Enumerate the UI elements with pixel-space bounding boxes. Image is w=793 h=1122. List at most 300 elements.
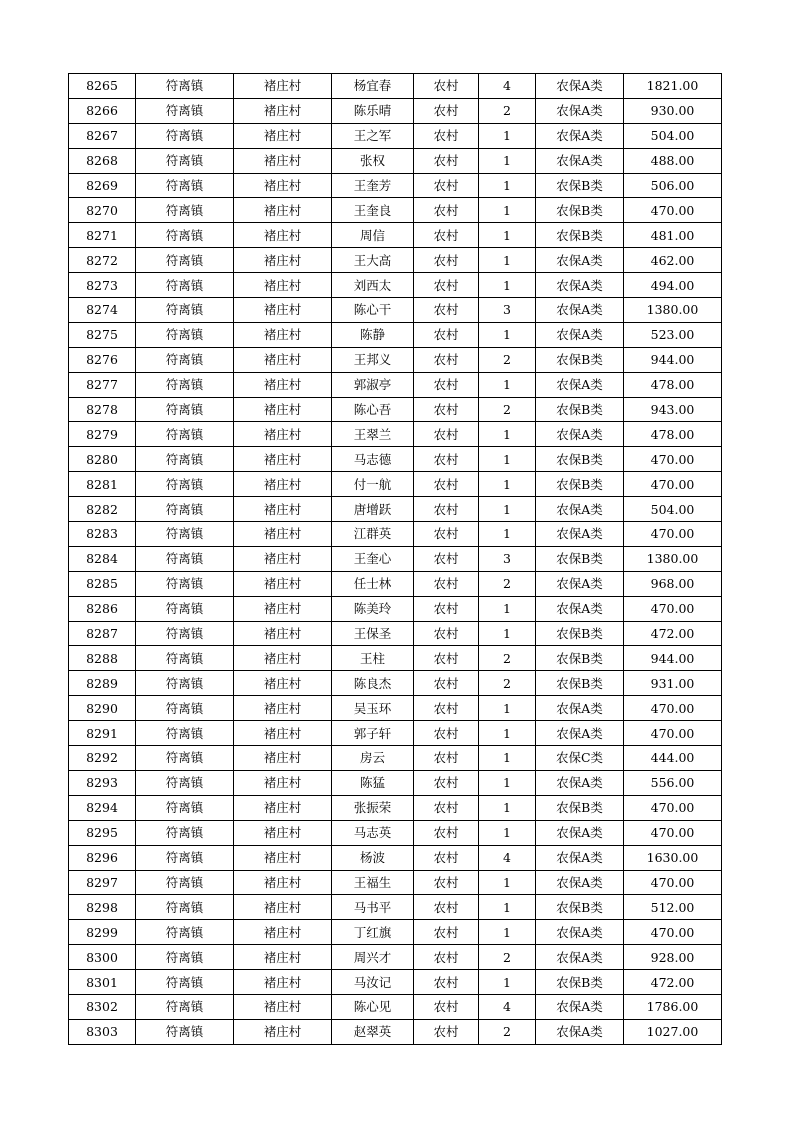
household-count-cell: 1 — [479, 447, 536, 472]
household-count-cell: 1 — [479, 895, 536, 920]
household-count-cell: 2 — [479, 1019, 536, 1044]
insurance-category-cell: 农保B类 — [536, 223, 624, 248]
village-cell: 褚庄村 — [234, 671, 332, 696]
area-type-cell: 农村 — [414, 646, 479, 671]
town-cell: 符离镇 — [136, 322, 234, 347]
table-row — [69, 546, 722, 571]
row-number-cell: 8284 — [69, 546, 136, 571]
row-number-cell: 8280 — [69, 447, 136, 472]
row-number-cell: 8299 — [69, 920, 136, 945]
row-number-cell: 8287 — [69, 621, 136, 646]
area-type-cell: 农村 — [414, 920, 479, 945]
area-type-cell: 农村 — [414, 248, 479, 273]
household-count-cell: 1 — [479, 248, 536, 273]
household-count-cell: 3 — [479, 546, 536, 571]
area-type-cell: 农村 — [414, 173, 479, 198]
town-cell: 符离镇 — [136, 447, 234, 472]
name-cell: 房云 — [332, 746, 414, 771]
name-cell: 王之军 — [332, 123, 414, 148]
amount-cell: 472.00 — [624, 970, 722, 995]
name-cell: 马志德 — [332, 447, 414, 472]
amount-cell: 470.00 — [624, 596, 722, 621]
amount-cell: 1630.00 — [624, 845, 722, 870]
village-cell: 褚庄村 — [234, 571, 332, 596]
insurance-category-cell: 农保B类 — [536, 646, 624, 671]
row-number-cell: 8278 — [69, 397, 136, 422]
table-row — [69, 895, 722, 920]
amount-cell: 944.00 — [624, 347, 722, 372]
name-cell: 王翠兰 — [332, 422, 414, 447]
row-number-cell: 8269 — [69, 173, 136, 198]
area-type-cell: 农村 — [414, 397, 479, 422]
table-row — [69, 770, 722, 795]
insurance-category-cell: 农保A类 — [536, 696, 624, 721]
insurance-category-cell: 农保A类 — [536, 945, 624, 970]
village-cell: 褚庄村 — [234, 945, 332, 970]
village-cell: 褚庄村 — [234, 273, 332, 298]
amount-cell: 470.00 — [624, 198, 722, 223]
town-cell: 符离镇 — [136, 621, 234, 646]
amount-cell: 1380.00 — [624, 298, 722, 323]
amount-cell: 494.00 — [624, 273, 722, 298]
table-row — [69, 372, 722, 397]
town-cell: 符离镇 — [136, 721, 234, 746]
table-row — [69, 347, 722, 372]
table-row — [69, 472, 722, 497]
amount-cell: 506.00 — [624, 173, 722, 198]
amount-cell: 470.00 — [624, 472, 722, 497]
town-cell: 符离镇 — [136, 123, 234, 148]
row-number-cell: 8268 — [69, 148, 136, 173]
amount-cell: 470.00 — [624, 522, 722, 547]
insurance-category-cell: 农保B类 — [536, 546, 624, 571]
insurance-category-cell: 农保A类 — [536, 497, 624, 522]
insurance-category-cell: 农保A类 — [536, 770, 624, 795]
amount-cell: 470.00 — [624, 870, 722, 895]
name-cell: 杨宜春 — [332, 74, 414, 99]
name-cell: 任士林 — [332, 571, 414, 596]
village-cell: 褚庄村 — [234, 98, 332, 123]
insurance-category-cell: 农保B类 — [536, 173, 624, 198]
amount-cell: 1821.00 — [624, 74, 722, 99]
area-type-cell: 农村 — [414, 770, 479, 795]
insurance-category-cell: 农保A类 — [536, 522, 624, 547]
insurance-category-cell: 农保A类 — [536, 994, 624, 1019]
amount-cell: 523.00 — [624, 322, 722, 347]
town-cell: 符离镇 — [136, 223, 234, 248]
insurance-category-cell: 农保B类 — [536, 472, 624, 497]
insurance-category-cell: 农保A类 — [536, 571, 624, 596]
village-cell: 褚庄村 — [234, 74, 332, 99]
village-cell: 褚庄村 — [234, 596, 332, 621]
village-cell: 褚庄村 — [234, 447, 332, 472]
area-type-cell: 农村 — [414, 945, 479, 970]
name-cell: 王大高 — [332, 248, 414, 273]
table-row — [69, 696, 722, 721]
area-type-cell: 农村 — [414, 447, 479, 472]
name-cell: 付一航 — [332, 472, 414, 497]
area-type-cell: 农村 — [414, 546, 479, 571]
amount-cell: 462.00 — [624, 248, 722, 273]
table-row — [69, 198, 722, 223]
table-row — [69, 298, 722, 323]
row-number-cell: 8292 — [69, 746, 136, 771]
household-count-cell: 2 — [479, 945, 536, 970]
name-cell: 王奎芳 — [332, 173, 414, 198]
amount-cell: 504.00 — [624, 497, 722, 522]
insurance-category-cell: 农保B类 — [536, 621, 624, 646]
town-cell: 符离镇 — [136, 98, 234, 123]
area-type-cell: 农村 — [414, 1019, 479, 1044]
table-row — [69, 148, 722, 173]
insurance-category-cell: 农保B类 — [536, 795, 624, 820]
name-cell: 丁红旗 — [332, 920, 414, 945]
town-cell: 符离镇 — [136, 845, 234, 870]
town-cell: 符离镇 — [136, 1019, 234, 1044]
table-row — [69, 522, 722, 547]
amount-cell: 1380.00 — [624, 546, 722, 571]
table-row — [69, 322, 722, 347]
amount-cell: 968.00 — [624, 571, 722, 596]
town-cell: 符离镇 — [136, 696, 234, 721]
insurance-category-cell: 农保A类 — [536, 820, 624, 845]
household-count-cell: 2 — [479, 571, 536, 596]
area-type-cell: 农村 — [414, 895, 479, 920]
amount-cell: 478.00 — [624, 422, 722, 447]
insurance-category-cell: 农保A类 — [536, 845, 624, 870]
household-count-cell: 1 — [479, 820, 536, 845]
town-cell: 符离镇 — [136, 945, 234, 970]
household-count-cell: 1 — [479, 173, 536, 198]
insurance-category-cell: 农保A类 — [536, 74, 624, 99]
row-number-cell: 8275 — [69, 322, 136, 347]
row-number-cell: 8279 — [69, 422, 136, 447]
household-count-cell: 1 — [479, 596, 536, 621]
table-row — [69, 422, 722, 447]
town-cell: 符离镇 — [136, 994, 234, 1019]
area-type-cell: 农村 — [414, 497, 479, 522]
village-cell: 褚庄村 — [234, 123, 332, 148]
household-count-cell: 1 — [479, 198, 536, 223]
town-cell: 符离镇 — [136, 770, 234, 795]
village-cell: 褚庄村 — [234, 497, 332, 522]
table-row — [69, 845, 722, 870]
name-cell: 陈美玲 — [332, 596, 414, 621]
town-cell: 符离镇 — [136, 646, 234, 671]
amount-cell: 470.00 — [624, 795, 722, 820]
row-number-cell: 8281 — [69, 472, 136, 497]
table-row — [69, 621, 722, 646]
village-cell: 褚庄村 — [234, 546, 332, 571]
household-count-cell: 2 — [479, 397, 536, 422]
village-cell: 褚庄村 — [234, 198, 332, 223]
village-cell: 褚庄村 — [234, 646, 332, 671]
household-count-cell: 2 — [479, 671, 536, 696]
table-row — [69, 870, 722, 895]
table-row — [69, 447, 722, 472]
area-type-cell: 农村 — [414, 223, 479, 248]
town-cell: 符离镇 — [136, 248, 234, 273]
household-count-cell: 1 — [479, 422, 536, 447]
amount-cell: 444.00 — [624, 746, 722, 771]
table-body — [69, 74, 722, 1045]
table-row — [69, 646, 722, 671]
amount-cell: 1027.00 — [624, 1019, 722, 1044]
village-cell: 褚庄村 — [234, 223, 332, 248]
insurance-category-cell: 农保A类 — [536, 273, 624, 298]
amount-cell: 470.00 — [624, 721, 722, 746]
table-row — [69, 173, 722, 198]
amount-cell: 470.00 — [624, 447, 722, 472]
area-type-cell: 农村 — [414, 322, 479, 347]
village-cell: 褚庄村 — [234, 372, 332, 397]
household-count-cell: 1 — [479, 920, 536, 945]
village-cell: 褚庄村 — [234, 472, 332, 497]
amount-cell: 472.00 — [624, 621, 722, 646]
name-cell: 周兴才 — [332, 945, 414, 970]
amount-cell: 504.00 — [624, 123, 722, 148]
amount-cell: 488.00 — [624, 148, 722, 173]
town-cell: 符离镇 — [136, 522, 234, 547]
row-number-cell: 8282 — [69, 497, 136, 522]
row-number-cell: 8302 — [69, 994, 136, 1019]
table-row — [69, 98, 722, 123]
amount-cell: 1786.00 — [624, 994, 722, 1019]
name-cell: 陈猛 — [332, 770, 414, 795]
town-cell: 符离镇 — [136, 546, 234, 571]
household-count-cell: 1 — [479, 372, 536, 397]
table-row — [69, 970, 722, 995]
name-cell: 郭子轩 — [332, 721, 414, 746]
table-row — [69, 248, 722, 273]
name-cell: 周信 — [332, 223, 414, 248]
area-type-cell: 农村 — [414, 746, 479, 771]
insurance-category-cell: 农保A类 — [536, 870, 624, 895]
row-number-cell: 8303 — [69, 1019, 136, 1044]
village-cell: 褚庄村 — [234, 820, 332, 845]
amount-cell: 930.00 — [624, 98, 722, 123]
area-type-cell: 农村 — [414, 372, 479, 397]
household-count-cell: 1 — [479, 746, 536, 771]
household-count-cell: 1 — [479, 696, 536, 721]
insurance-category-cell: 农保A类 — [536, 721, 624, 746]
name-cell: 王奎心 — [332, 546, 414, 571]
area-type-cell: 农村 — [414, 273, 479, 298]
name-cell: 陈良杰 — [332, 671, 414, 696]
table-row — [69, 397, 722, 422]
village-cell: 褚庄村 — [234, 994, 332, 1019]
table-row — [69, 74, 722, 99]
town-cell: 符离镇 — [136, 870, 234, 895]
row-number-cell: 8267 — [69, 123, 136, 148]
village-cell: 褚庄村 — [234, 870, 332, 895]
household-count-cell: 4 — [479, 994, 536, 1019]
village-cell: 褚庄村 — [234, 347, 332, 372]
row-number-cell: 8266 — [69, 98, 136, 123]
area-type-cell: 农村 — [414, 820, 479, 845]
village-cell: 褚庄村 — [234, 621, 332, 646]
name-cell: 陈乐晴 — [332, 98, 414, 123]
name-cell: 杨波 — [332, 845, 414, 870]
amount-cell: 478.00 — [624, 372, 722, 397]
table-row — [69, 920, 722, 945]
amount-cell: 470.00 — [624, 820, 722, 845]
area-type-cell: 农村 — [414, 671, 479, 696]
row-number-cell: 8272 — [69, 248, 136, 273]
row-number-cell: 8295 — [69, 820, 136, 845]
village-cell: 褚庄村 — [234, 522, 332, 547]
town-cell: 符离镇 — [136, 571, 234, 596]
village-cell: 褚庄村 — [234, 795, 332, 820]
household-count-cell: 2 — [479, 347, 536, 372]
amount-cell: 931.00 — [624, 671, 722, 696]
row-number-cell: 8290 — [69, 696, 136, 721]
household-count-cell: 1 — [479, 795, 536, 820]
household-count-cell: 3 — [479, 298, 536, 323]
insurance-category-cell: 农保A类 — [536, 1019, 624, 1044]
household-count-cell: 1 — [479, 870, 536, 895]
row-number-cell: 8300 — [69, 945, 136, 970]
row-number-cell: 8288 — [69, 646, 136, 671]
records-table — [68, 73, 722, 1045]
name-cell: 马志英 — [332, 820, 414, 845]
insurance-category-cell: 农保B类 — [536, 397, 624, 422]
amount-cell: 481.00 — [624, 223, 722, 248]
town-cell: 符离镇 — [136, 148, 234, 173]
table-row — [69, 497, 722, 522]
insurance-category-cell: 农保A类 — [536, 298, 624, 323]
area-type-cell: 农村 — [414, 472, 479, 497]
area-type-cell: 农村 — [414, 870, 479, 895]
village-cell: 褚庄村 — [234, 721, 332, 746]
name-cell: 郭淑亭 — [332, 372, 414, 397]
town-cell: 符离镇 — [136, 596, 234, 621]
insurance-category-cell: 农保A类 — [536, 148, 624, 173]
insurance-category-cell: 农保B类 — [536, 198, 624, 223]
name-cell: 赵翠英 — [332, 1019, 414, 1044]
row-number-cell: 8301 — [69, 970, 136, 995]
town-cell: 符离镇 — [136, 472, 234, 497]
row-number-cell: 8289 — [69, 671, 136, 696]
insurance-category-cell: 农保A类 — [536, 98, 624, 123]
amount-cell: 470.00 — [624, 696, 722, 721]
insurance-category-cell: 农保B类 — [536, 970, 624, 995]
row-number-cell: 8294 — [69, 795, 136, 820]
table-row — [69, 273, 722, 298]
row-number-cell: 8298 — [69, 895, 136, 920]
name-cell: 陈心干 — [332, 298, 414, 323]
area-type-cell: 农村 — [414, 198, 479, 223]
town-cell: 符离镇 — [136, 298, 234, 323]
village-cell: 褚庄村 — [234, 248, 332, 273]
area-type-cell: 农村 — [414, 298, 479, 323]
name-cell: 陈心吾 — [332, 397, 414, 422]
insurance-category-cell: 农保B类 — [536, 895, 624, 920]
insurance-category-cell: 农保B类 — [536, 447, 624, 472]
amount-cell: 943.00 — [624, 397, 722, 422]
household-count-cell: 1 — [479, 148, 536, 173]
amount-cell: 944.00 — [624, 646, 722, 671]
village-cell: 褚庄村 — [234, 845, 332, 870]
area-type-cell: 农村 — [414, 596, 479, 621]
table-row — [69, 994, 722, 1019]
amount-cell: 512.00 — [624, 895, 722, 920]
town-cell: 符离镇 — [136, 372, 234, 397]
row-number-cell: 8270 — [69, 198, 136, 223]
insurance-category-cell: 农保A类 — [536, 596, 624, 621]
village-cell: 褚庄村 — [234, 746, 332, 771]
town-cell: 符离镇 — [136, 497, 234, 522]
insurance-category-cell: 农保A类 — [536, 322, 624, 347]
table-row — [69, 671, 722, 696]
name-cell: 张权 — [332, 148, 414, 173]
row-number-cell: 8285 — [69, 571, 136, 596]
household-count-cell: 1 — [479, 273, 536, 298]
name-cell: 王保圣 — [332, 621, 414, 646]
amount-cell: 470.00 — [624, 920, 722, 945]
row-number-cell: 8293 — [69, 770, 136, 795]
household-count-cell: 1 — [479, 770, 536, 795]
household-count-cell: 1 — [479, 322, 536, 347]
insurance-category-cell: 农保A类 — [536, 248, 624, 273]
household-count-cell: 1 — [479, 621, 536, 646]
town-cell: 符离镇 — [136, 397, 234, 422]
town-cell: 符离镇 — [136, 671, 234, 696]
insurance-category-cell: 农保B类 — [536, 347, 624, 372]
town-cell: 符离镇 — [136, 422, 234, 447]
name-cell: 马书平 — [332, 895, 414, 920]
amount-cell: 556.00 — [624, 770, 722, 795]
area-type-cell: 农村 — [414, 696, 479, 721]
row-number-cell: 8277 — [69, 372, 136, 397]
town-cell: 符离镇 — [136, 970, 234, 995]
name-cell: 王柱 — [332, 646, 414, 671]
village-cell: 褚庄村 — [234, 920, 332, 945]
row-number-cell: 8265 — [69, 74, 136, 99]
row-number-cell: 8296 — [69, 845, 136, 870]
row-number-cell: 8283 — [69, 522, 136, 547]
village-cell: 褚庄村 — [234, 970, 332, 995]
area-type-cell: 农村 — [414, 795, 479, 820]
town-cell: 符离镇 — [136, 820, 234, 845]
village-cell: 褚庄村 — [234, 173, 332, 198]
insurance-category-cell: 农保A类 — [536, 372, 624, 397]
area-type-cell: 农村 — [414, 422, 479, 447]
name-cell: 王邦义 — [332, 347, 414, 372]
household-count-cell: 1 — [479, 497, 536, 522]
amount-cell: 928.00 — [624, 945, 722, 970]
insurance-category-cell: 农保A类 — [536, 920, 624, 945]
town-cell: 符离镇 — [136, 198, 234, 223]
area-type-cell: 农村 — [414, 571, 479, 596]
village-cell: 褚庄村 — [234, 770, 332, 795]
village-cell: 褚庄村 — [234, 322, 332, 347]
area-type-cell: 农村 — [414, 621, 479, 646]
table-row — [69, 795, 722, 820]
town-cell: 符离镇 — [136, 347, 234, 372]
village-cell: 褚庄村 — [234, 397, 332, 422]
area-type-cell: 农村 — [414, 522, 479, 547]
household-count-cell: 1 — [479, 522, 536, 547]
village-cell: 褚庄村 — [234, 422, 332, 447]
household-count-cell: 1 — [479, 721, 536, 746]
name-cell: 唐增跃 — [332, 497, 414, 522]
row-number-cell: 8274 — [69, 298, 136, 323]
table-row — [69, 571, 722, 596]
town-cell: 符离镇 — [136, 273, 234, 298]
insurance-category-cell: 农保A类 — [536, 422, 624, 447]
name-cell: 刘西太 — [332, 273, 414, 298]
